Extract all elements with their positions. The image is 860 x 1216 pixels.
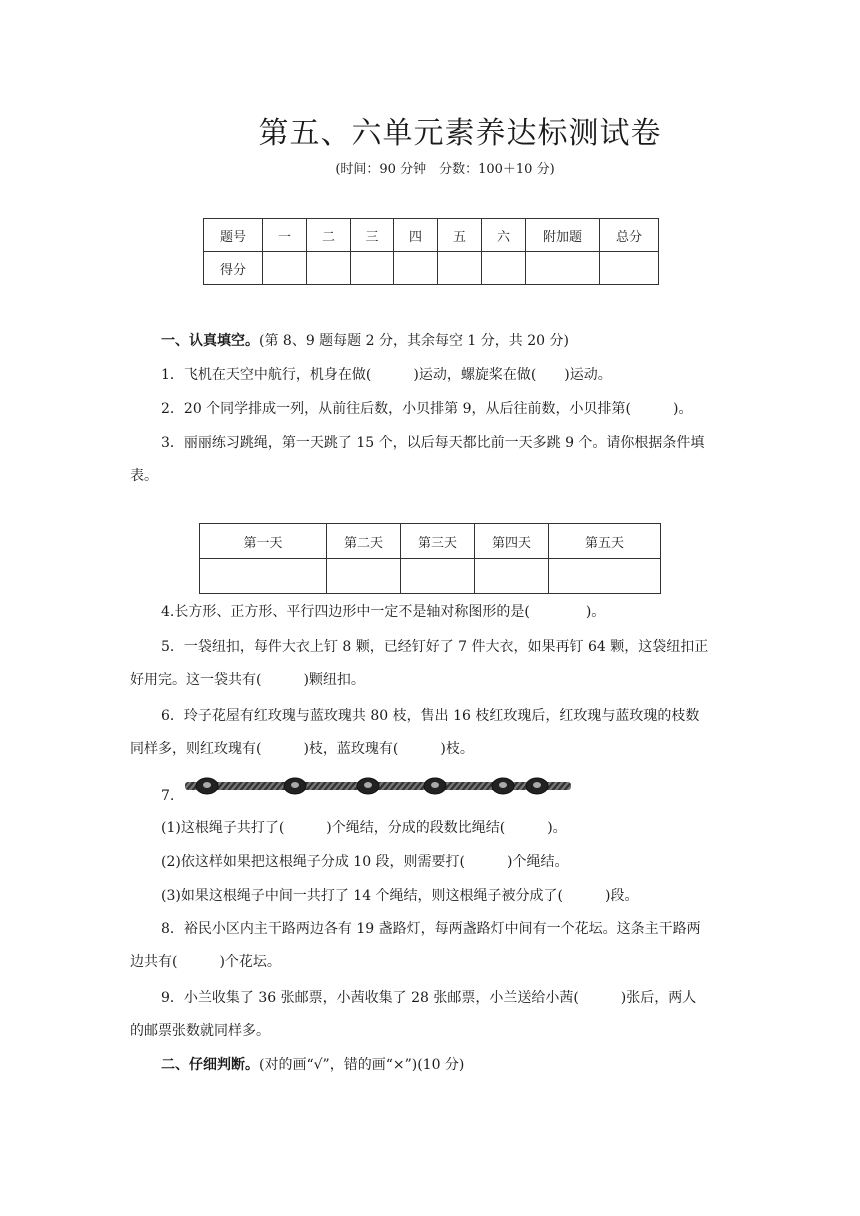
question-7-number: 7. (161, 788, 175, 804)
score-header-cell: 附加题 (526, 219, 600, 252)
question-2: 2．20 个同学排成一列，从前往后数，小贝排第 9，从后往前数，小贝排第( )。 (161, 401, 693, 417)
day-answer-cell[interactable] (475, 559, 549, 594)
score-header-cell: 题号 (204, 219, 263, 252)
question-8: 8．裕民小区内主干路两边各有 19 盏路灯，每两盏路灯中间有一个花坛。这条主干路两 (161, 921, 701, 937)
section1-heading: 一、认真填空。 (161, 333, 259, 349)
question-8-cont: 边共有( )个花坛。 (130, 954, 281, 970)
question-9: 9．小兰收集了 36 张邮票，小茜收集了 28 张邮票，小兰送给小茜( )张后，两人 (161, 990, 697, 1006)
day-answer-cell[interactable] (327, 559, 401, 594)
question-9-cont: 的邮票张数就同样多。 (130, 1023, 270, 1039)
score-cell[interactable] (307, 252, 351, 285)
question-7-2: (2)依这样如果把这根绳子分成 10 段，则需要打( )个绳结。 (161, 854, 569, 870)
day-answer-cell[interactable] (549, 559, 661, 594)
question-5: 5．一袋纽扣，每件大衣上钉 8 颗，已经钉好了 7 件大衣，如果再钉 64 颗，这袋纽扣正 (161, 639, 709, 655)
score-table-row (204, 252, 659, 285)
score-cell[interactable] (526, 252, 600, 285)
question-3: 3．丽丽练习跳绳，第一天跳了 15 个，以后每天都比前一天多跳 9 个。请你根据条件填 (161, 435, 705, 451)
score-cell[interactable] (482, 252, 526, 285)
score-table (203, 218, 659, 285)
page-title: 第五、六单元素养达标测试卷 (258, 116, 662, 151)
knotted-rope-image (185, 776, 571, 796)
question-6: 6．玲子花屋有红玫瑰与蓝玫瑰共 80 枝，售出 16 枝红玫瑰后，红玫瑰与蓝玫瑰的枝数 (161, 708, 700, 724)
day-header-cell: 第五天 (549, 524, 661, 559)
page-subtitle: (时间：90 分钟 分数：100＋10 分) (335, 162, 555, 177)
score-row-label: 得分 (204, 252, 263, 285)
section1-note: (第 8、9 题每题 2 分，其余每空 1 分，共 20 分) (259, 333, 569, 349)
day-header-cell: 第一天 (200, 524, 327, 559)
section2-note: (对的画“√”，错的画“×”)(10 分) (259, 1057, 465, 1073)
score-table-header-row (204, 219, 659, 252)
score-header-cell: 总分 (600, 219, 659, 252)
question-6-cont: 同样多，则红玫瑰有( )枝，蓝玫瑰有( )枝。 (130, 741, 474, 757)
day-header-cell: 第四天 (475, 524, 549, 559)
question-7-3: (3)如果这根绳子中间一共打了 14 个绳结，则这根绳子被分成了( )段。 (161, 888, 639, 904)
score-cell[interactable] (600, 252, 659, 285)
section2-header (161, 1054, 464, 1074)
days-table (199, 523, 661, 594)
question-7-1: (1)这根绳子共打了( )个绳结，分成的段数比绳结( )。 (161, 820, 567, 836)
section2-heading: 二、仔细判断。 (161, 1057, 259, 1073)
score-cell[interactable] (263, 252, 307, 285)
score-header-cell: 三 (351, 219, 394, 252)
score-header-cell: 二 (307, 219, 351, 252)
section1-header (161, 330, 569, 350)
day-header-cell: 第二天 (327, 524, 401, 559)
day-answer-cell[interactable] (200, 559, 327, 594)
day-answer-cell[interactable] (401, 559, 475, 594)
score-cell[interactable] (351, 252, 394, 285)
days-table-header-row (200, 524, 661, 559)
score-header-cell: 一 (263, 219, 307, 252)
question-5-cont: 好用完。这一袋共有( )颗纽扣。 (130, 672, 365, 688)
score-header-cell: 六 (482, 219, 526, 252)
score-header-cell: 五 (438, 219, 482, 252)
question-4: 4.长方形、正方形、平行四边形中一定不是轴对称图形的是( )。 (161, 604, 606, 620)
question-1: 1．飞机在天空中航行，机身在做( )运动，螺旋桨在做( )运动。 (161, 367, 612, 383)
score-cell[interactable] (394, 252, 438, 285)
score-header-cell: 四 (394, 219, 438, 252)
day-header-cell: 第三天 (401, 524, 475, 559)
score-cell[interactable] (438, 252, 482, 285)
days-table-answer-row (200, 559, 661, 594)
question-3-cont: 表。 (130, 468, 158, 484)
